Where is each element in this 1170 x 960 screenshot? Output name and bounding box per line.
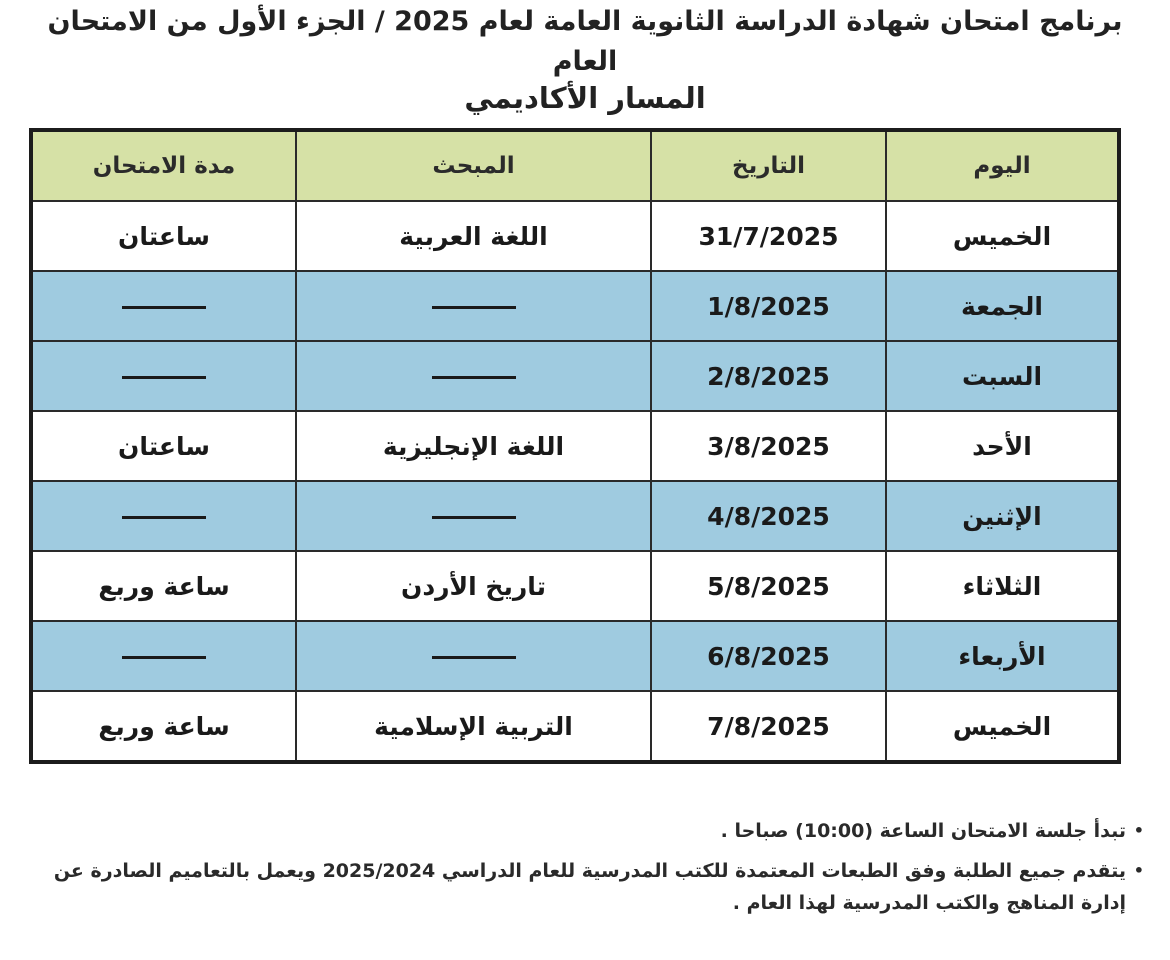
cell-duration: ساعتان — [31, 201, 296, 271]
cell-subject — [296, 621, 651, 691]
cell-duration: ساعة وربع — [31, 551, 296, 621]
cell-date: 6/8/2025 — [651, 621, 886, 691]
table-row — [31, 621, 1119, 691]
cell-day: الثلاثاء — [886, 551, 1119, 621]
cell-day: الإثنين — [886, 481, 1119, 551]
note-textbooks: • يتقدم جميع الطلبة وفق الطبعات المعتمدة للكتب المدرسية للعام الدراسي 2025/2024 ويعمل بالتعاميم الصادرة عن إدارة المناهج والكتب المدرسية لهذا العام . — [40, 855, 1140, 919]
cell-date: 1/8/2025 — [651, 271, 886, 341]
cell-day: السبت — [886, 341, 1119, 411]
header-duration: مدة الامتحان — [31, 130, 296, 201]
cell-date: 4/8/2025 — [651, 481, 886, 551]
cell-duration: ساعتان — [31, 411, 296, 481]
header-subject: المبحث — [296, 130, 651, 201]
cell-duration — [31, 621, 296, 691]
header-date: التاريخ — [651, 130, 886, 201]
no-exam-dash — [122, 516, 206, 519]
table-row — [31, 481, 1119, 551]
cell-subject — [296, 481, 651, 551]
cell-day: الأحد — [886, 411, 1119, 481]
notes-section — [40, 815, 1140, 927]
no-exam-dash — [122, 656, 206, 659]
cell-date: 2/8/2025 — [651, 341, 886, 411]
table-header-row — [31, 130, 1119, 201]
cell-duration — [31, 481, 296, 551]
cell-day: الخميس — [886, 201, 1119, 271]
cell-date: 31/7/2025 — [651, 201, 886, 271]
no-exam-dash — [432, 516, 516, 519]
cell-subject: اللغة الإنجليزية — [296, 411, 651, 481]
note-start-time: • تبدأ جلسة الامتحان الساعة (10:00) صباحا . — [40, 815, 1140, 847]
cell-date: 3/8/2025 — [651, 411, 886, 481]
cell-day: الأربعاء — [886, 621, 1119, 691]
cell-day: الخميس — [886, 691, 1119, 762]
cell-subject — [296, 341, 651, 411]
header-day: اليوم — [886, 130, 1119, 201]
cell-date: 7/8/2025 — [651, 691, 886, 762]
cell-subject — [296, 271, 651, 341]
exam-schedule-table — [29, 128, 1121, 764]
no-exam-dash — [122, 306, 206, 309]
cell-duration: ساعة وربع — [31, 691, 296, 762]
table-row — [31, 411, 1119, 481]
cell-duration — [31, 341, 296, 411]
table-body — [31, 201, 1119, 762]
cell-date: 5/8/2025 — [651, 551, 886, 621]
no-exam-dash — [432, 656, 516, 659]
table-row — [31, 691, 1119, 762]
table-row — [31, 551, 1119, 621]
no-exam-dash — [122, 376, 206, 379]
no-exam-dash — [432, 306, 516, 309]
cell-day: الجمعة — [886, 271, 1119, 341]
no-exam-dash — [432, 376, 516, 379]
page-subtitle: المسار الأكاديمي — [464, 81, 706, 115]
cell-duration — [31, 271, 296, 341]
cell-subject: اللغة العربية — [296, 201, 651, 271]
table-row — [31, 341, 1119, 411]
page-title: برنامج امتحان شهادة الدراسة الثانوية العامة لعام 2025 / الجزء الأول من الامتحان العام — [47, 6, 1123, 77]
table-row — [31, 201, 1119, 271]
cell-subject: تاريخ الأردن — [296, 551, 651, 621]
cell-subject: التربية الإسلامية — [296, 691, 651, 762]
table-row — [31, 271, 1119, 341]
